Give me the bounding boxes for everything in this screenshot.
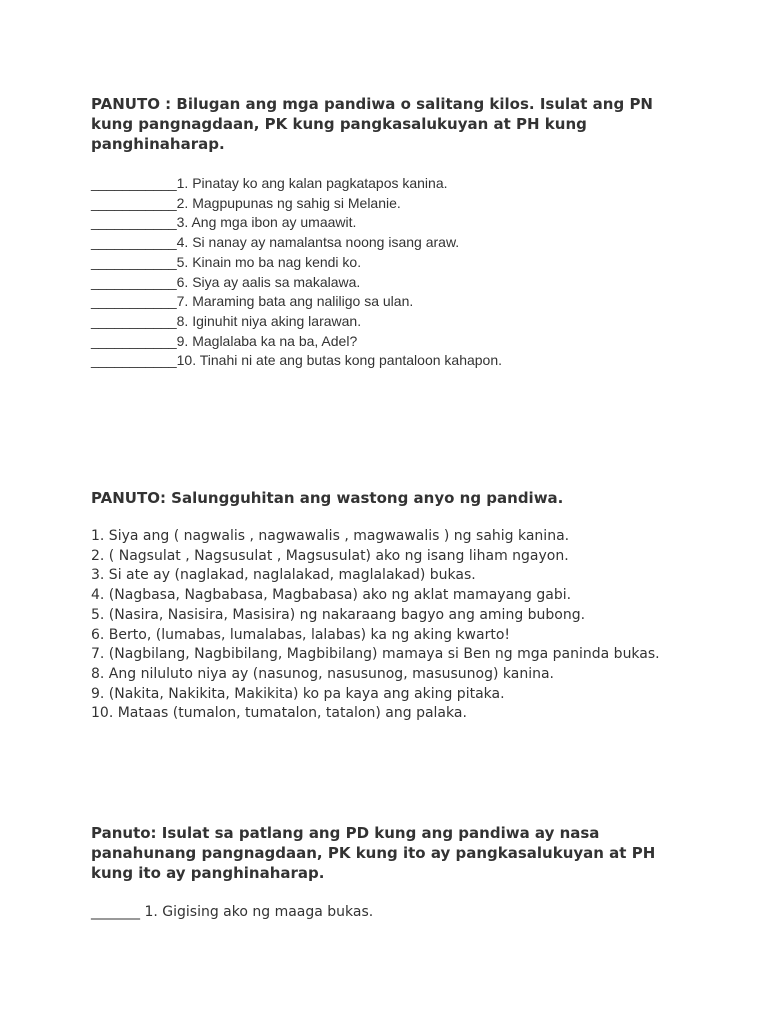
section1-instruction: PANUTO : Bilugan ang mga pandiwa o salitang kilos. Isulat ang PN kung pangnagdaan, PK kung pangkasalukuyan at PH kung panghinaharap. xyxy=(91,95,653,153)
list-item: 5. (Nasira, Nasisira, Masisira) ng nakaraang bagyo ang aming bubong. xyxy=(91,606,586,623)
list-item: 2. ( Nagsulat , Nagsusulat , Magsusulat) ako ng isang liham ngayon. xyxy=(91,547,569,564)
list-item: ___________7. Maraming bata ang naliligo sa ulan. xyxy=(91,293,414,310)
section2-list xyxy=(91,527,691,724)
list-item: 9. (Nakita, Nakikita, Makikita) ko pa kaya ang aking pitaka. xyxy=(91,685,505,702)
section1-list xyxy=(91,174,502,371)
list-item: ___________6. Siya ay aalis sa makalawa. xyxy=(91,273,361,290)
section3-instruction: Panuto: Isulat sa patlang ang PD kung ang pandiwa ay nasa panahunang pangnagdaan, PK kung ito ay pangkasalukuyan at PH kung ito ay panghinaharap. xyxy=(91,824,656,882)
list-item: ___________4. Si nanay ay namalantsa noong isang araw. xyxy=(91,234,460,251)
section3-list xyxy=(91,903,373,923)
list-item: 4. (Nagbasa, Nagbabasa, Magbabasa) ako ng aklat mamayang gabi. xyxy=(91,587,572,604)
list-item: 1. Siya ang ( nagwalis , nagwawalis , magwawalis ) ng sahig kanina. xyxy=(91,528,570,544)
list-item: ___________2. Magpupunas ng sahig si Melanie. xyxy=(91,194,401,211)
list-item: ___________1. Pinatay ko ang kalan pagkatapos kanina. xyxy=(91,175,448,191)
list-item: 10. Mataas (tumalon, tumatalon, tatalon) ang palaka. xyxy=(91,705,467,722)
list-item: ___________3. Ang mga ibon ay umaawit. xyxy=(91,214,357,231)
list-item: 3. Si ate ay (naglakad, naglalakad, maglalakad) bukas. xyxy=(91,567,476,584)
section2-instruction: PANUTO: Salungguhitan ang wastong anyo ng pandiwa. xyxy=(91,489,564,507)
list-item: ___________8. Iginuhit niya aking larawan. xyxy=(91,312,362,329)
list-item: ___________9. Maglalaba ka na ba, Adel? xyxy=(91,332,358,349)
list-item: _______ 1. Gigising ako ng maaga bukas. xyxy=(91,904,374,920)
list-item: ___________10. Tinahi ni ate ang butas kong pantaloon kahapon. xyxy=(91,352,503,369)
list-item: 8. Ang niluluto niya ay (nasunog, nasusunog, masusunog) kanina. xyxy=(91,665,554,682)
list-item: ___________5. Kinain mo ba nag kendi ko. xyxy=(91,253,362,270)
list-item: 6. Berto, (lumabas, lumalabas, lalabas) ka ng aking kwarto! xyxy=(91,626,511,643)
list-item: 7. (Nagbilang, Nagbibilang, Magbibilang) mamaya si Ben ng mga paninda bukas. xyxy=(91,646,660,663)
